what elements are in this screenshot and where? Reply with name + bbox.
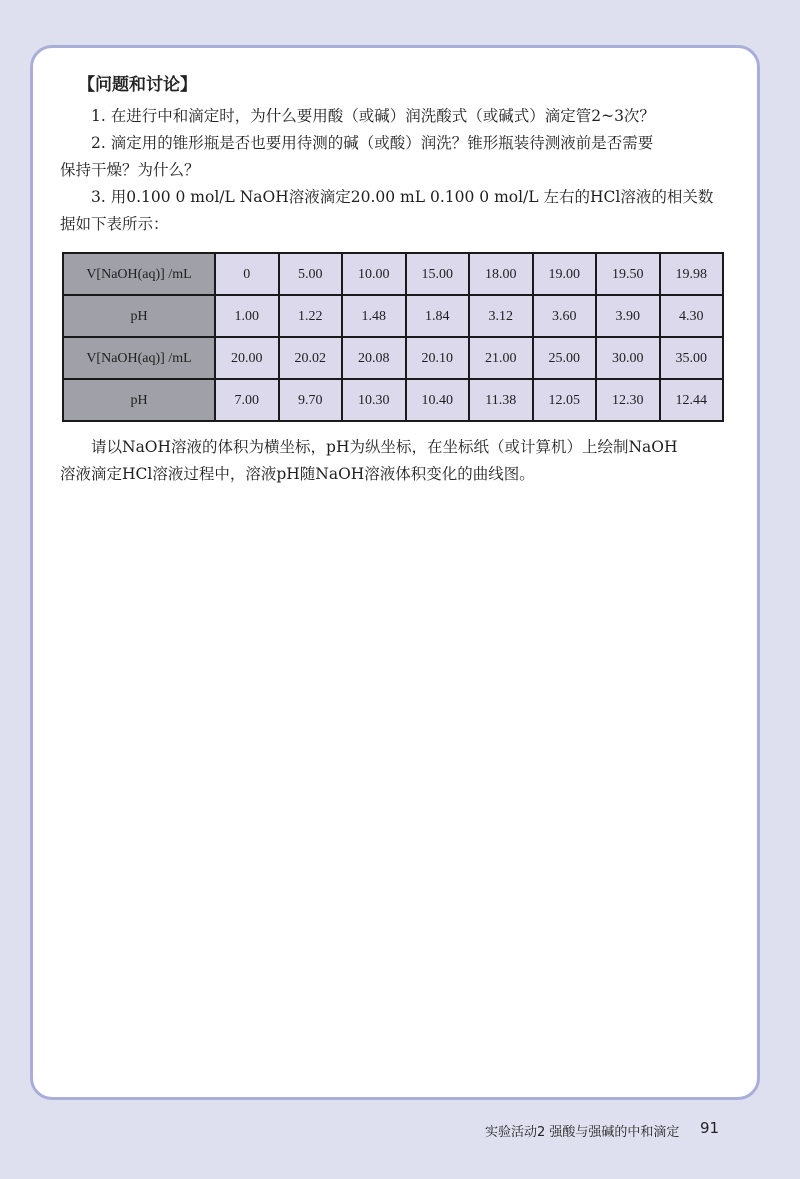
table-cell: 3.90	[596, 295, 660, 337]
instruction-line-1: 请以NaOH溶液的体积为横坐标，pH为纵坐标，在坐标纸（或计算机）上绘制NaOH	[91, 438, 678, 456]
table-cell: 15.00	[406, 253, 470, 295]
footer-chapter-title: 实验活动2 强酸与强碱的中和滴定	[485, 1125, 680, 1140]
table-cell: 7.00	[215, 379, 279, 421]
section-title: 【问题和讨论】	[78, 75, 197, 95]
table-cell: 10.40	[406, 379, 470, 421]
row-header-volume: V[NaOH(aq)] /mL	[63, 337, 215, 379]
titration-data-table	[62, 252, 724, 422]
table-cell: 12.30	[596, 379, 660, 421]
table-cell: 35.00	[660, 337, 724, 379]
table-cell: 11.38	[469, 379, 533, 421]
table-row	[63, 337, 723, 379]
table-cell: 19.98	[660, 253, 724, 295]
table-row	[63, 379, 723, 421]
table-cell: 5.00	[279, 253, 343, 295]
table-cell: 1.00	[215, 295, 279, 337]
row-header-ph: pH	[63, 295, 215, 337]
table-cell: 3.60	[533, 295, 597, 337]
table-row	[63, 253, 723, 295]
table-cell: 12.05	[533, 379, 597, 421]
table-cell: 20.02	[279, 337, 343, 379]
page-content	[60, 72, 726, 488]
question-3-continued: 据如下表所示：	[60, 215, 169, 233]
page-number: 91	[700, 1119, 720, 1137]
question-1: 1. 在进行中和滴定时，为什么要用酸（或碱）润洗酸式（或碱式）滴定管2~3次？	[91, 107, 655, 125]
question-2: 2. 滴定用的锥形瓶是否也要用待测的碱（或酸）润洗？锥形瓶装待测液前是否需要	[91, 134, 654, 152]
table-cell: 3.12	[469, 295, 533, 337]
table-cell: 18.00	[469, 253, 533, 295]
table-cell: 20.00	[215, 337, 279, 379]
row-header-ph: pH	[63, 379, 215, 421]
table-row	[63, 295, 723, 337]
table-cell: 30.00	[596, 337, 660, 379]
row-header-volume: V[NaOH(aq)] /mL	[63, 253, 215, 295]
table-cell: 20.08	[342, 337, 406, 379]
table-cell: 19.50	[596, 253, 660, 295]
instruction-line-2: 溶液滴定HCl溶液过程中，溶液pH随NaOH溶液体积变化的曲线图。	[60, 465, 535, 483]
table-cell: 21.00	[469, 337, 533, 379]
table-cell: 25.00	[533, 337, 597, 379]
table-cell: 1.22	[279, 295, 343, 337]
table-cell: 10.30	[342, 379, 406, 421]
table-cell: 0	[215, 253, 279, 295]
table-cell: 20.10	[406, 337, 470, 379]
table-cell: 1.48	[342, 295, 406, 337]
table-cell: 4.30	[660, 295, 724, 337]
table-cell: 1.84	[406, 295, 470, 337]
question-3: 3. 用0.100 0 mol/L NaOH溶液滴定20.00 mL 0.100 0 mol/L 左右的HCl溶液的相关数	[91, 188, 714, 206]
table-cell: 12.44	[660, 379, 724, 421]
table-cell: 9.70	[279, 379, 343, 421]
table-cell: 10.00	[342, 253, 406, 295]
question-2-continued: 保持干燥？为什么？	[60, 161, 200, 179]
table-cell: 19.00	[533, 253, 597, 295]
